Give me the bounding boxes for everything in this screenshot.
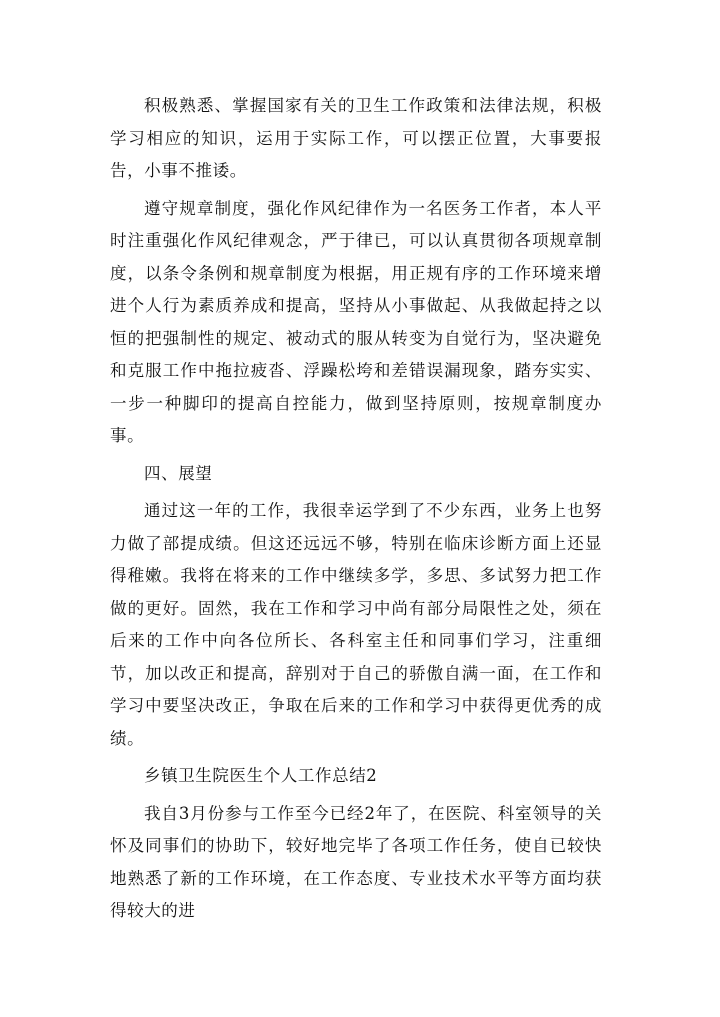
paragraph-summary-2-intro: 我自3月份参与工作至今已经2年了，在医院、科室领导的关怀及同事们的协助下，较好地完毕了各项工作任务，使自已较快地熟悉了新的工作环境，在工作态度、专业技术水平等方面均获得较大的进 [110, 803, 602, 920]
section-heading-summary-2: 乡镇卫生院医生个人工作总结2 [144, 766, 378, 785]
paragraph-policy-study: 积极熟悉、掌握国家有关的卫生工作政策和法律法规，积极学习相应的知识，运用于实际工作，可以摆正位置，大事要报告，小事不推诿。 [110, 96, 602, 180]
section-heading-outlook: 四、展望 [144, 463, 213, 483]
paragraph-outlook: 通过这一年的工作，我很幸运学到了不少东西，业务上也努力做了部提成绩。但这还远远不够，特别在临床诊断方面上还显得稚嫩。我将在将来的工作中继续多学，多思、多试努力把工作做的更好。固然，我在工作和学习中尚有部分局限性之处，须在后来的工作中向各位所长、各科室主任和同事们学习，注重细节，加以改正和提高，辞别对于自己的骄傲自满一面，在工作和学习中要坚决改正，争取在后来的工作和学习中获得更优秀的成绩。 [110, 501, 602, 748]
document-body [110, 90, 602, 933]
paragraph-discipline: 遵守规章制度，强化作风纪律作为一名医务工作者，本人平时注重强化作风纪律观念，严于律已，可以认真贯彻各项规章制度，以条令条例和规章制度为根据，用正规有序的工作环境来增进个人行为素质养成和提高，坚持从小事做起、从我做起持之以恒的把强制性的规定、被动式的服从转变为自觉行为，坚决避免和克服工作中拖拉疲沓、浮躁松垮和差错误漏现象，踏夯实实、一步一种脚印的提高自控能力，做到坚持原则，按规章制度办事。 [110, 198, 602, 445]
